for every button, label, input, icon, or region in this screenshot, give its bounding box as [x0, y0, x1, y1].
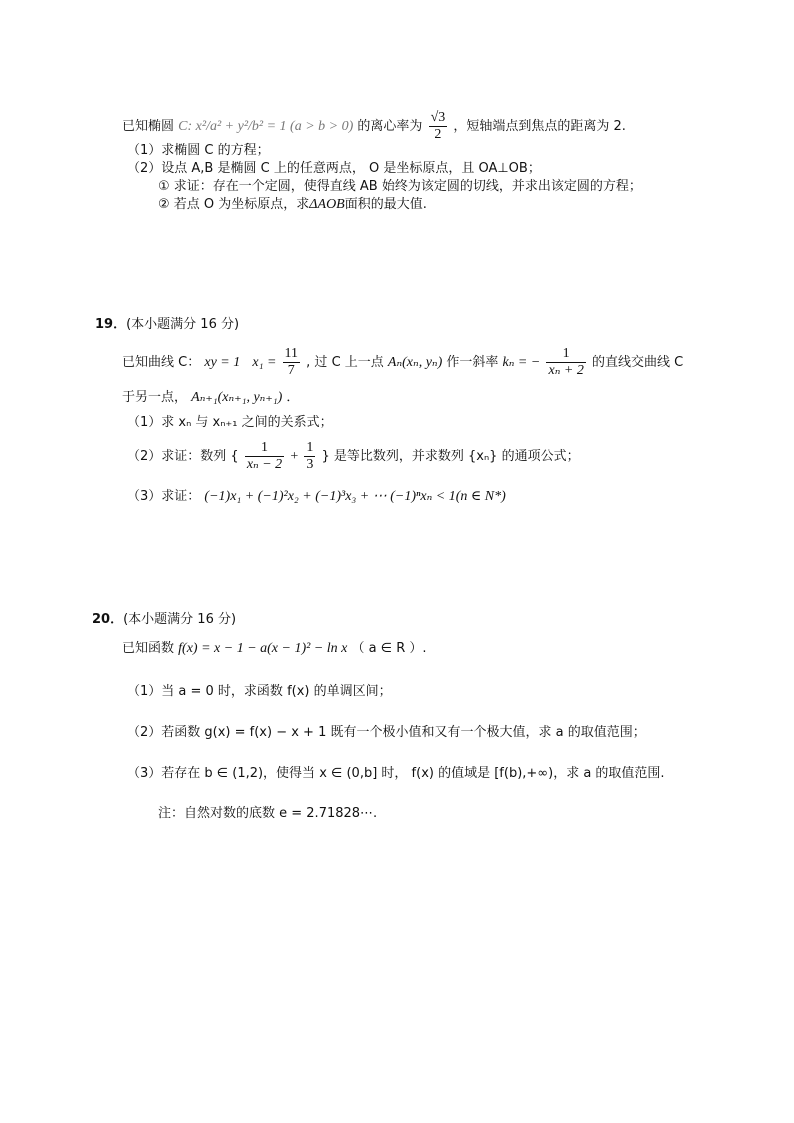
q20-intro-post: （ a ∈ R ）.: [351, 641, 427, 656]
q19-part2: [127, 440, 580, 473]
q18-intro: [122, 110, 626, 143]
q19-intro-mid: , 过 C 上一点: [306, 355, 384, 371]
q19-part2-frac1: [245, 440, 284, 473]
q19-part2-frac1-den: xₙ − 2: [246, 457, 283, 473]
q19-curve-eq: xy = 1: [204, 355, 241, 371]
q19-slope-fraction: [546, 346, 585, 379]
q18-part2-i: ① 求证：存在一个定圆，使得直线 AB 始终为该定圆的切线，并求出该定圆的方程；: [158, 179, 642, 194]
q19-intro-mid2: 作一斜率: [446, 355, 499, 371]
q18-part2-ii-pre: ② 若点 O 为坐标原点，求: [158, 197, 310, 212]
q19-part3-pre: （3）求证：: [127, 489, 201, 504]
q20-function: f(x) = x − 1 − a(x − 1)² − ln x: [178, 641, 348, 656]
q19-part2-frac2: [304, 440, 315, 473]
q20-intro: [122, 642, 427, 656]
q19-header: [95, 318, 239, 331]
q18-triangle-aob: ΔAOB: [309, 197, 345, 212]
q20-score-note: (本小题满分 16 分): [123, 612, 237, 627]
q19-part2-pre: （2）求证：数列 {: [127, 449, 239, 465]
q20-part1: （1）当 a = 0 时，求函数 f(x) 的单调区间；: [127, 684, 392, 699]
q18-part2-ii: [158, 198, 427, 212]
q19-intro-pre: 已知曲线 C：: [122, 355, 201, 371]
q19-slope-numerator: 1: [546, 346, 585, 363]
q19-part2-post: } 是等比数列，并求数列 {xₙ} 的通项公式；: [321, 449, 580, 465]
q19-point-an: Aₙ(xₙ, yₙ): [387, 355, 443, 371]
q19-part2-frac2-den: 3: [306, 457, 314, 473]
q18-ecc-numerator: √3: [429, 110, 448, 127]
q20-part2: （2）若函数 g(x) = f(x) − x + 1 既有一个极小值和又有一个极大值，求 a 的取值范围；: [127, 725, 646, 740]
q19-part3: [127, 490, 506, 504]
q19-x1-numerator: 11: [283, 346, 300, 363]
q18-intro-mid: 的离心率为: [357, 119, 423, 135]
q19-slope-denominator: xₙ + 2: [548, 363, 584, 379]
q18-ellipse-equation: C: x²/a² + y²/b² = 1 (a > b > 0): [178, 119, 354, 135]
q19-line2-post: ．: [286, 390, 300, 405]
q19-number: 19．: [95, 317, 127, 332]
q20-note: 注：自然对数的底数 e = 2.71828⋯.: [158, 806, 378, 821]
q19-slope-label: kₙ = −: [502, 355, 541, 371]
q19-part1: （1）求 xₙ 与 xₙ₊₁ 之间的关系式；: [127, 415, 333, 430]
q18-part2: （2）设点 A,B 是椭圆 C 上的任意两点， O 是坐标原点，且 OA⊥OB；: [127, 161, 541, 176]
q20-number: 20．: [92, 612, 124, 627]
q19-point-an1: Aₙ₊₁(xₙ₊₁, yₙ₊₁): [191, 390, 283, 405]
q18-eccentricity: [429, 110, 448, 143]
q20-intro-pre: 已知函数: [122, 641, 175, 656]
q18-part1: （1）求椭圆 C 的方程；: [127, 143, 270, 158]
q18-part2-ii-post: 面积的最大值.: [344, 197, 427, 212]
q18-ecc-denominator: 2: [434, 127, 442, 143]
q19-line2: [122, 391, 299, 405]
q19-x1-label: x₁ =: [252, 355, 277, 371]
q19-x1-denominator: 7: [287, 363, 295, 379]
q19-part2-plus: +: [290, 449, 299, 465]
q19-intro-post: 的直线交曲线 C: [591, 355, 684, 371]
q18-intro-post: ，短轴端点到焦点的距离为 2.: [453, 119, 626, 135]
q19-score-note: (本小题满分 16 分): [126, 317, 240, 332]
q19-line2-pre: 于另一点，: [122, 390, 188, 405]
q19-x1-value: [283, 346, 300, 379]
q19-part3-inequality: (−1)x₁ + (−1)²x₂ + (−1)³x₃ + ⋯ (−1)ⁿxₙ < 1(n ∈ N*): [204, 489, 506, 504]
q19-intro: [122, 346, 683, 379]
q20-part3: （3）若存在 b ∈ (1,2)，使得当 x ∈ (0,b] 时， f(x) 的值域是 [f(b),+∞)，求 a 的取值范围.: [127, 766, 665, 781]
q19-part2-frac2-num: 1: [304, 440, 315, 457]
q20-header: [92, 613, 236, 626]
q18-intro-pre: 已知椭圆: [122, 119, 175, 135]
q19-part2-frac1-num: 1: [245, 440, 284, 457]
